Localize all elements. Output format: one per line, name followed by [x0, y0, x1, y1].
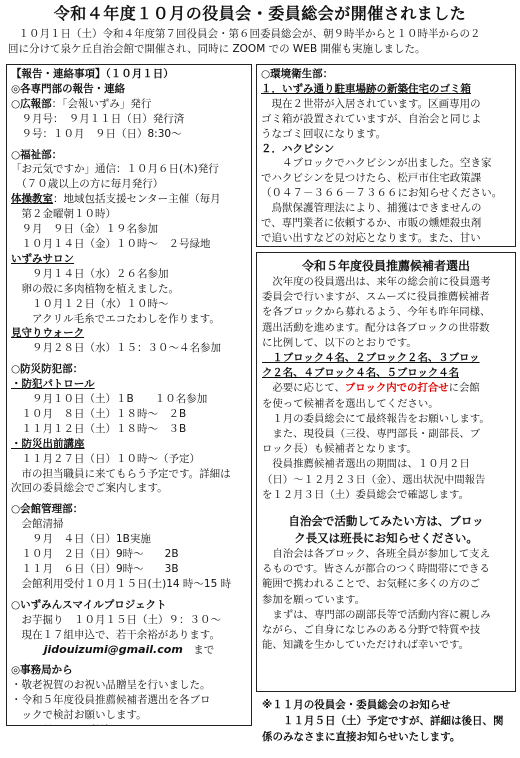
taiso-item: ９月 ９日（金）１９名参加 [11, 223, 158, 236]
bohan-heading: ○防災防犯部： [11, 363, 84, 376]
salon-item: アクリル毛糸でエコたわしを作ります。 [11, 312, 220, 325]
volunteer-heading-line: 自治会で活動してみたい方は、ブロッ [288, 514, 484, 529]
kaikan-item: 会館利用受付１０月１５日(土)14 時～15 時 [11, 577, 232, 590]
notice-heading: ※１１月の役員会・委員総会のお知らせ [262, 699, 451, 711]
patrol-item: ９月１０日（土）１B １０名参加 [11, 393, 208, 406]
kouza-item: 次回の委員総会でご案内します。 [11, 482, 168, 495]
meeting-pre: 必要に応じて、 [262, 382, 345, 395]
notice-line: 係のみなさまに直接お知らせいたします。 [262, 731, 461, 743]
page-title: 令和４年度１０月の役員会・委員総会が開催されました [53, 4, 467, 23]
kouza-item: 市の担当職員に来てもらう予定です。詳細は [11, 467, 231, 480]
candidate-line: 選出活動を進めます。配分は各ブロックの世帯数 [262, 321, 490, 334]
salon-heading: いずみサロン [11, 252, 74, 265]
kaikan-item: １１月 ６日（日）9時～ 3B [11, 563, 179, 575]
schedule-line: （日）～１２月２３日（金）、選出状況中間報告 [262, 473, 486, 486]
volunteer-line: 範囲で携われることで、お気軽に多くの方のご [262, 578, 480, 591]
taiso-item: 第２金曜朝１０時） [11, 208, 116, 221]
volunteer-line: 能、知識を生かしていただければ幸いです。 [262, 639, 469, 652]
candidate-line: 次年度の役員選出は、来年の総会前に役員選考 [262, 276, 491, 288]
report-header: 【報告・連絡事項】（１０月１日） [11, 68, 174, 80]
env-item2-text: （０４７－３６６－７３６６にお知らせください。 [261, 187, 503, 200]
koho-item: ９月号： ９月１１日（日）発行済 [11, 112, 185, 125]
smile-heading: ○いずみんスマイルプロジェクト [11, 598, 167, 611]
kouza-heading: ・防災出前講座 [11, 437, 85, 450]
allocation [262, 351, 510, 381]
jimu-item: ックで検討お願いします。 [11, 709, 147, 722]
smile-item: お芋掘り １０月１５日（土）９：３０～ [11, 613, 221, 626]
koho-item: ９号：１０月 ９日（日）8:30～ [11, 127, 182, 140]
candidate-intro [262, 275, 510, 351]
contact-suffix: まで [182, 643, 215, 656]
env-item1-text: 現在２世帯が入居されています。区画専用の [261, 97, 481, 110]
env-item1-text: ゴミ箱が設置されていますが、自治会と同じよ [261, 112, 482, 125]
koho-line [11, 97, 247, 112]
volunteer-line: るものです。皆さんが都合のつく時間帯にできる [262, 563, 490, 576]
env-item1-heading: １．いずみ通り駐車場跡の新築住宅のゴミ箱 [261, 82, 471, 95]
taiso-item: １０月１４日（金）１０時～ ２号緑地 [11, 237, 211, 250]
kaikan-item: ９月 ４日（日）1B実施 [11, 533, 151, 546]
allocation-line: １ブロック４名、２ブロック２名、３ブロッ [262, 352, 480, 365]
schedule-line: を１２月３日（土）委員総会で確認します。 [262, 488, 469, 501]
notice-line: １１月５日（土）予定ですが、詳細は後日、関 [262, 715, 504, 727]
smile-item: 現在１７組申込で、若干余裕があります。 [11, 628, 220, 641]
jimu-item [11, 723, 247, 726]
env-item2-text: 鳥獣保護管理法により、捕獲はできませんの [261, 202, 482, 215]
candidate-meeting [262, 381, 510, 411]
intro-paragraph [8, 27, 514, 57]
intro-line: 回に分けて泉ケ丘自治会館で開催され、同時に ZOOM での WEB 開催も実施しました。 [8, 43, 426, 55]
candidate-line: 委員会で行いますが、スムーズに役員推薦候補者 [262, 291, 490, 304]
meeting-line: を使って候補者を選出してください。 [262, 397, 439, 410]
volunteer-line: 自治会は各ブロック、各班全員が参加して支え [262, 548, 490, 561]
meeting-highlight: ブロック内での打合せ [344, 382, 449, 395]
fukushi-item: 「お元気ですか」通信：１０月６日(木)発行 [11, 163, 219, 176]
patrol-item: １０月 ８日（土）１８時～ ２B [11, 407, 187, 420]
volunteer-heading-line: ク長又は班長にお知らせください。 [294, 531, 478, 546]
koho-heading: ○広報部 [11, 97, 52, 110]
jimu-item: ・敬老祝賀のお祝い品贈呈を行いました。 [11, 679, 211, 692]
jimu-item: ・令和５年度役員推薦候補者選出を各ブロ [11, 694, 211, 707]
salon-item: 卵の殻に多肉植物を植えました。 [11, 282, 179, 295]
patrol-heading: ・防犯パトロール [11, 378, 95, 391]
volunteer-line: ながら、ご自身になじみのある分野で特質や技 [262, 624, 481, 637]
november-notice [262, 697, 516, 745]
schedule-line: 役員推薦候補者選出の期間は、１０月２日 [262, 458, 470, 471]
mimamori-item: ９月２８日（水）１５：３０～４名参加 [11, 342, 221, 355]
schedule-line: ロック長）も候補者となります。 [262, 443, 417, 456]
env-item1-text: うなゴミ回収になります。 [261, 127, 387, 140]
report-box [6, 64, 252, 726]
fukushi-heading: ○福祉部： [11, 148, 63, 161]
candidate-box [256, 252, 516, 692]
kaikan-item: １０月 ２日（日）9時～ 2B [11, 548, 179, 561]
schedule-line: また、現役員（三役、専門部長・副部長、ブ [262, 428, 481, 441]
allocation-line: ク２名、４ブロック４名、５ブロック４名 [262, 367, 460, 380]
schedule-line: １月の委員総会にて最終報告をお願いします。 [262, 412, 490, 425]
volunteer-line: 参加を願っています。 [262, 593, 366, 606]
intro-line: １０月１日（土）令和４年度第７回役員会・第６回委員総会が、朝９時半からと１０時半からの２ [8, 28, 481, 40]
volunteer-line: まずは、専門部の副部長等で活動内容に親しみ [262, 608, 491, 621]
meeting-line [262, 381, 510, 396]
taiso-line [11, 192, 247, 207]
kouza-item: １１月２７日（日）１０時～（予定） [11, 452, 200, 465]
kaikan-heading: ○会館管理部： [11, 503, 84, 516]
candidate-line: に比例して、以下のとおりです。 [262, 336, 417, 349]
taiso-heading: 体操教室 [11, 193, 53, 206]
env-item2-text: で、専門業者に依頼するか、市販の燻煙殺虫剤 [261, 217, 482, 230]
patrol-item: １１月１２日（土）１８時～ ３B [11, 422, 187, 435]
volunteer-heading [262, 513, 510, 547]
section-heading: ◎各専門部の報告・連絡 [11, 82, 126, 95]
candidate-schedule [262, 412, 510, 503]
contact-email[interactable]: jidouizumi@gmail.com [43, 642, 183, 656]
fukushi-item: （７０歳以上の方に毎月発行） [11, 178, 164, 191]
smile-contact [11, 643, 247, 658]
env-item2-text: でハクビシンを見つけたら、松戸市住宅政策課 [261, 172, 482, 185]
koho-text: ：「会報いずみ」発行 [51, 97, 152, 110]
environment-box [256, 64, 516, 247]
env-item2-text: ４ブロックでハクビシンが出ました。空き家 [261, 157, 492, 170]
taiso-text: ：地域包括支援センター主催（毎月 [53, 193, 221, 206]
candidate-title: 令和５年度役員推薦候補者選出 [301, 259, 470, 273]
env-item2-text: で追い出すなどの対応となります。また、甘い [261, 231, 481, 244]
volunteer-text [262, 547, 510, 653]
mimamori-heading: 見守りウォーク [11, 327, 85, 340]
env-item2-text [261, 246, 511, 247]
salon-item: １０月１２日（水）１０時～ [11, 297, 169, 310]
env-item2-heading: ２．ハクビシン [261, 142, 335, 155]
kaikan-item: 会館清掃 [11, 518, 64, 531]
env-heading: ○環境衛生部： [261, 68, 334, 80]
salon-item: ９月１４日（水）２６名参加 [11, 267, 169, 280]
jimu-heading: ◎事務局から [11, 664, 73, 677]
candidate-line: を各ブロックから募れるよう、今年も昨年同様、 [262, 306, 491, 319]
meeting-post: に会館 [448, 382, 480, 395]
